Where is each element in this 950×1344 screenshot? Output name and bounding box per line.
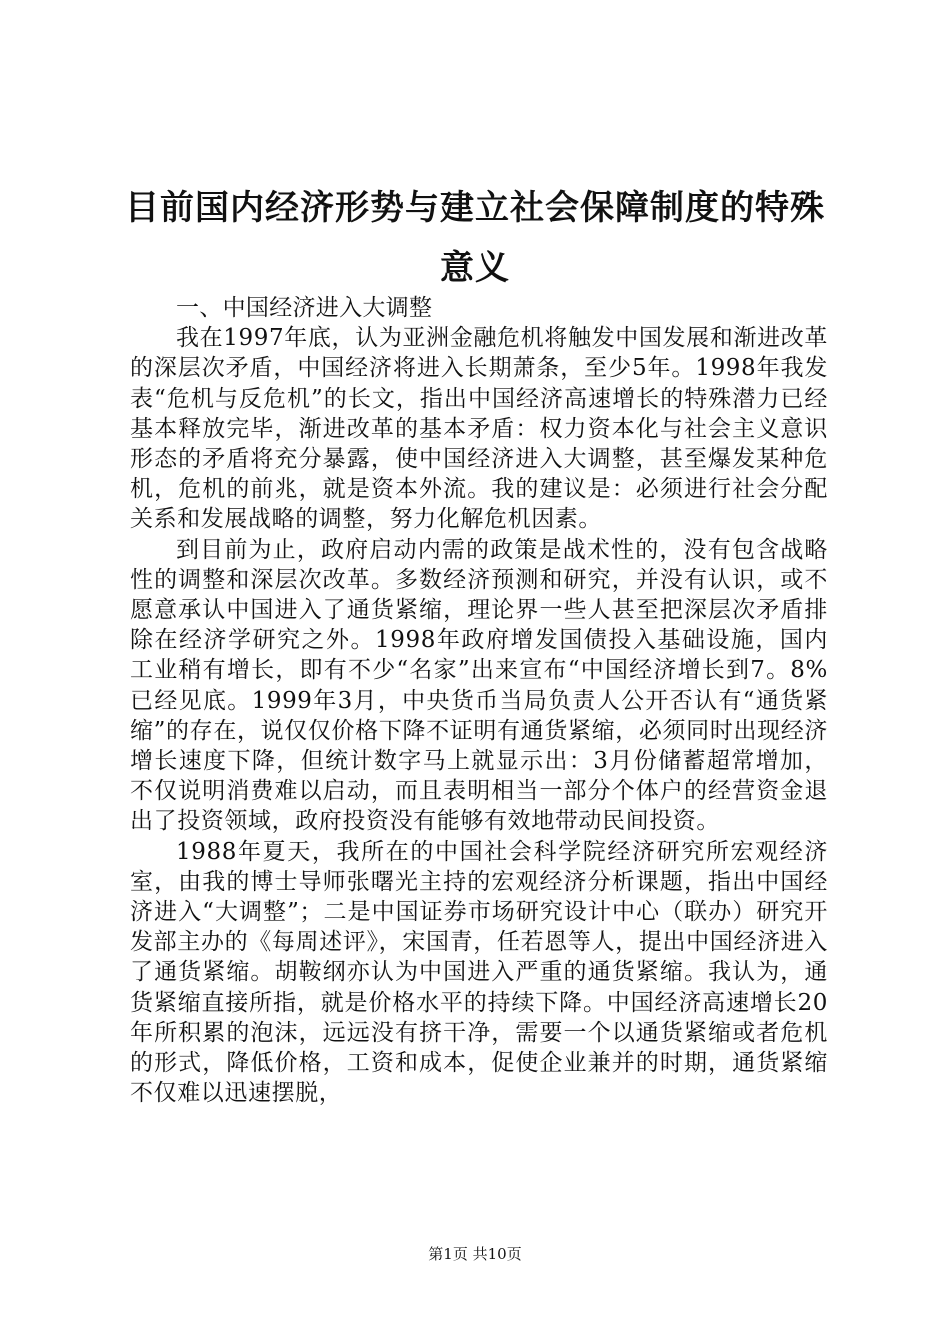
paragraph-3: 1988年夏天，我所在的中国社会科学院经济研究所宏观经济室，由我的博士导师张曙光主持的宏观经济分析课题，指出中国经济进入“大调整”；二是中国证券市场研究设计中心（联办）研究开发部主办的《每周述评》，宋国青，任若恩等人，提出中国经济进入了通货紧缩。胡鞍纲亦认为中国进入严重的通货紧缩。我认为，通货紧缩直接所指，就是价格水平的持续下降。中国经济高速增长20年所积累的泡沫，远远没有挤干净，需要一个以通货紧缩或者危机的形式，降低价格，工资和成本，促使企业兼并的时期，通货紧缩不仅难以迅速摆脱，	[130, 838, 828, 1107]
section-heading: 一、中国经济进入大调整	[176, 295, 433, 321]
page-footer	[0, 1244, 950, 1264]
paragraph-1: 我在1997年底，认为亚洲金融危机将触发中国发展和渐进改革的深层次矛盾，中国经济将进入长期萧条，至少5年。1998年我发表“危机与反危机”的长文，指出中国经济高速增长的特殊潜力已经基本释放完毕，渐进改革的基本矛盾：权力资本化与社会主义意识形态的矛盾将充分暴露，使中国经济进入大调整，甚至爆发某种危机，危机的前兆，就是资本外流。我的建议是：必须进行社会分配关系和发展战略的调整，努力化解危机因素。	[130, 325, 828, 533]
page-number: 第1页 共10页	[428, 1245, 522, 1263]
document-body	[130, 293, 828, 1108]
paragraph-2: 到目前为止，政府启动内需的政策是战术性的，没有包含战略性的调整和深层次改革。多数经济预测和研究，并没有认识，或不愿意承认中国进入了通货紧缩，理论界一些人甚至把深层次矛盾排除在经济学研究之外。1998年政府增发国债投入基础设施，国内工业稍有增长，即有不少“名家”出来宣布“中国经济增长到7。8%已经见底。1999年3月，中央货币当局负责人公开否认有“通货紧缩”的存在，说仅仅价格下降不证明有通货紧缩，必须同时出现经济增长速度下降，但统计数字马上就显示出：3月份储蓄超常增加，不仅说明消费难以启动，而且表明相当一部分个体户的经营资金退出了投资领域，政府投资没有能够有效地带动民间投资。	[130, 536, 828, 835]
document-title: 目前国内经济形势与建立社会保障制度的特殊意义	[125, 188, 825, 288]
